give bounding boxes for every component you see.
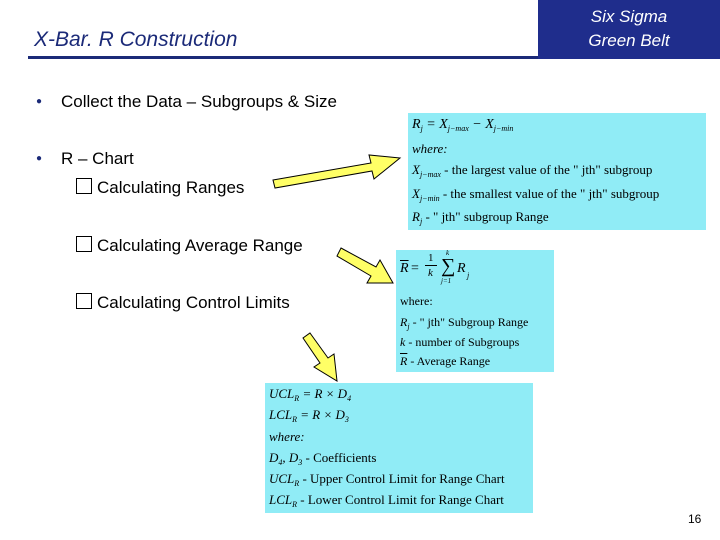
bullet-dot-icon: ●: [36, 153, 43, 164]
ucl-definition: $UCL_R$ - Upper Control Limit for Range Chart: [269, 471, 505, 488]
slide-title: X-Bar. R Construction: [34, 28, 238, 51]
where-label: where:: [269, 429, 305, 444]
xmax-definition: $X_{j-max}$ - the largest value of the " jth" subgroup: [412, 162, 653, 179]
rj-definition: $R_j$ - " jth" subgroup Range: [412, 209, 549, 226]
where-label: where:: [400, 294, 433, 308]
lcl-formula: $LCL_R = R \times D_3$: [269, 407, 349, 424]
where-label: where:: [412, 141, 448, 156]
rj-definition: $R_j$ - " jth" Subgroup Range: [400, 315, 529, 331]
arrow-to-limits-icon: [303, 333, 337, 381]
sub-bullet-label: Calculating Ranges: [97, 178, 245, 197]
ucl-formula: $UCL_R = R \times D_4$: [269, 386, 352, 403]
arrow-to-ranges-icon: [273, 155, 400, 188]
range-formula: $R_j = X_{j-max} - X_{j-min}$: [412, 117, 514, 133]
page-number: 16: [688, 512, 702, 526]
badge-line-2: Green Belt: [588, 31, 670, 50]
badge-line-1: Six Sigma: [590, 7, 668, 26]
arrow-to-average-icon: [337, 248, 393, 283]
lcl-definition: $LCL_R$ - Lower Control Limit for Range Chart: [269, 492, 504, 509]
rbar-definition: $\overline{R}$ - Average Range: [400, 354, 491, 368]
sub-bullet-label: Calculating Control Limits: [97, 293, 290, 312]
bullet-collect-data: Collect the Data – Subgroups & Size: [61, 92, 337, 111]
bullet-r-chart: R – Chart: [61, 149, 134, 168]
sub-bullet-label: Calculating Average Range: [97, 236, 303, 255]
average-range-panel: $\overline{R}$ = 1 k k ∑ j=1 R j where: $R_j$ - " jth" Subgroup Range k - number of Subgroups $\overline{R}$ - Average Range: [396, 250, 554, 372]
xmin-definition: $X_{j-min}$ - the smallest value of the " jth" subgroup: [412, 186, 660, 203]
bullet-dot-icon: ●: [36, 96, 43, 107]
coefficients-definition: $D_4$, $D_3$ - Coefficients: [269, 450, 377, 467]
k-definition: k - number of Subgroups: [400, 335, 520, 349]
